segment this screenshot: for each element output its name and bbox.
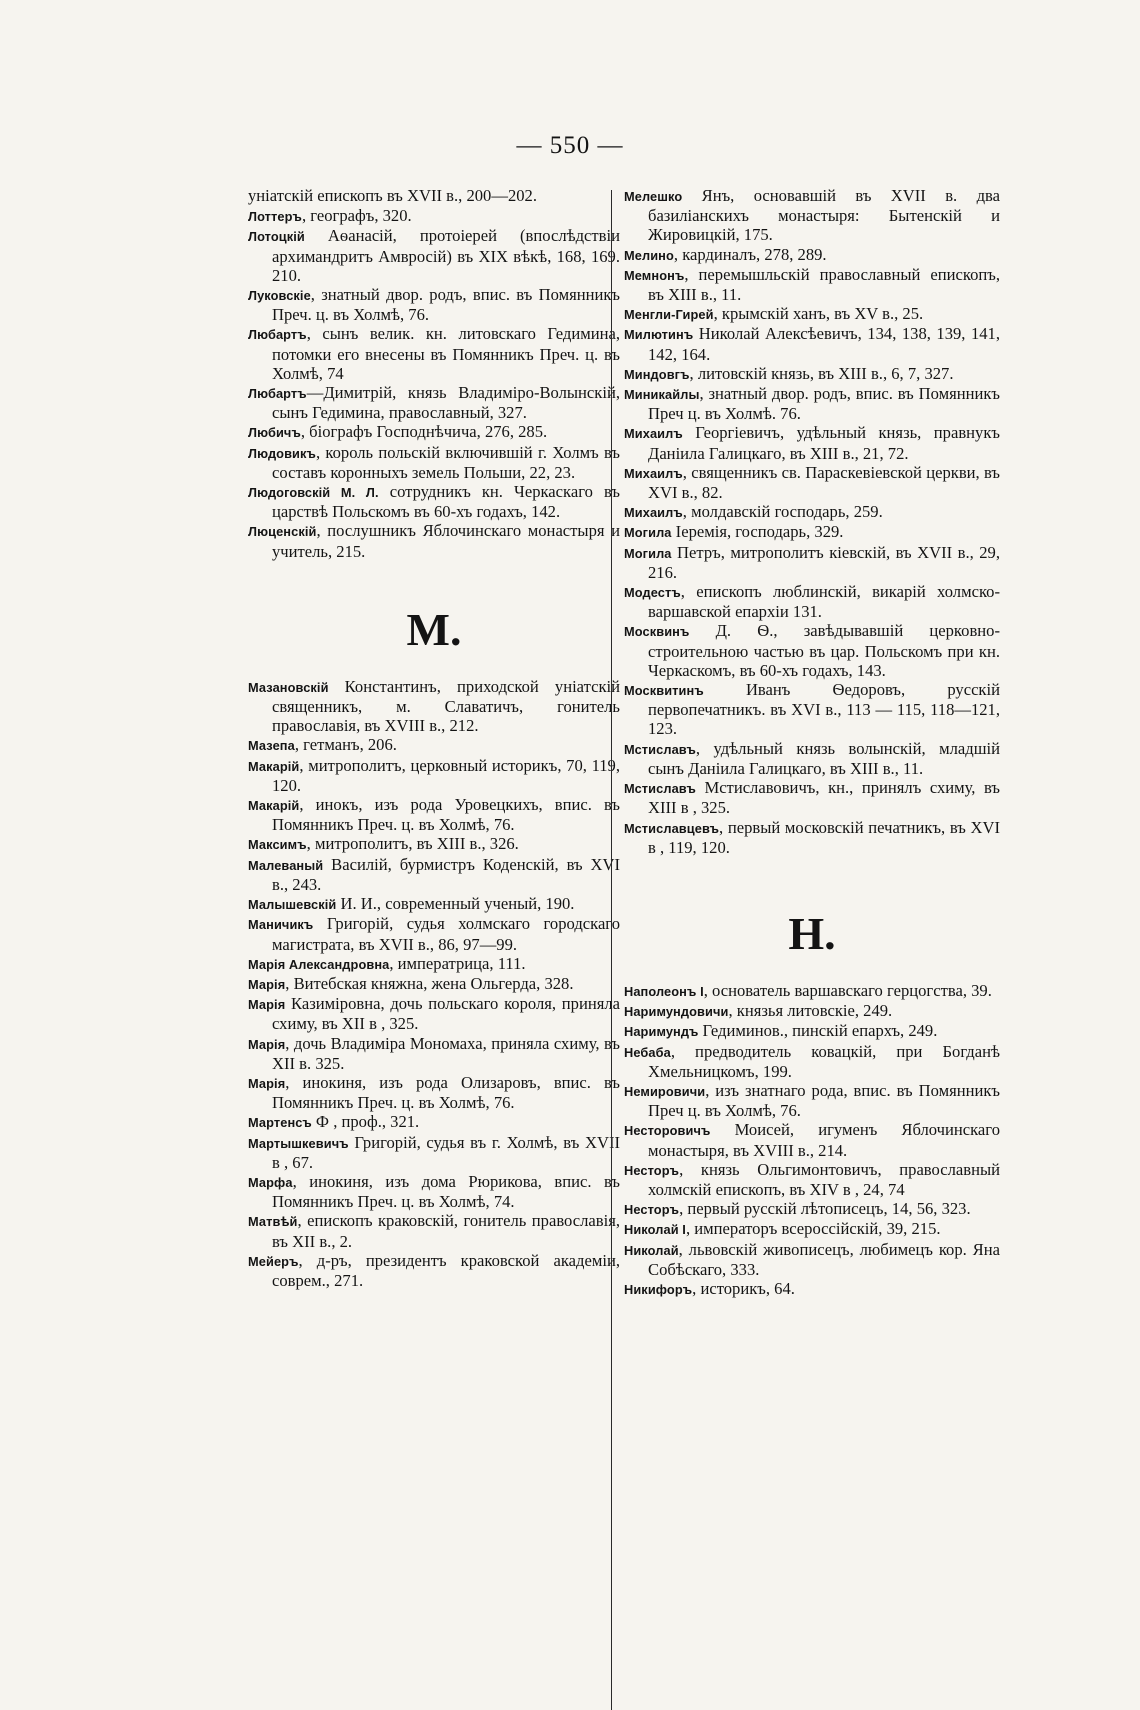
index-entry	[248, 954, 620, 974]
entry-headword: Марія Александровна	[248, 956, 390, 972]
entry-headword: Макарій	[248, 798, 300, 814]
entry-text: Григорій, судья въ г. Холмѣ, въ XVII в , 67.	[272, 1132, 620, 1172]
entry-headword: Лоттеръ	[248, 209, 302, 225]
entry-headword: Людовикъ	[248, 445, 316, 461]
entry-headword: Могила	[624, 545, 672, 561]
entry-headword: Малышевскій	[248, 897, 337, 913]
entry-text: , митрополитъ, въ XIII в., 326.	[306, 834, 519, 854]
entry-text: Гедиминов., пинскій епархъ, 249.	[698, 1021, 938, 1041]
entry-headword: Марія	[248, 997, 286, 1013]
entry-headword: Люценскій	[248, 524, 317, 540]
index-entry	[624, 1021, 1000, 1041]
entry-headword: Лотоцкій	[248, 229, 305, 245]
entry-headword: Несторъ	[624, 1162, 680, 1178]
entry-text: , гетманъ, 206.	[294, 735, 397, 755]
entry-text: Георгіевичъ, удѣльный князь, правнукъ Даніила Галицкаго, въ XIII в., 21, 72.	[648, 423, 1000, 463]
index-entry	[624, 1199, 1000, 1219]
index-entry	[624, 463, 1000, 502]
entry-text: Василій, бурмистръ Коденскій, въ XVI в., 243.	[272, 854, 620, 894]
entry-text: Григорій, судья холмскаго городскаго магистрата, въ XVII в., 86, 97—99.	[272, 914, 620, 954]
entry-text: , историкъ, 64.	[692, 1278, 795, 1298]
entry-headword: Москвитинъ	[624, 683, 704, 699]
index-entry	[624, 1160, 1000, 1199]
entry-text: , императрица, 111.	[389, 953, 526, 973]
index-entry	[624, 621, 1000, 680]
entry-headword: Никифоръ	[624, 1281, 693, 1297]
entry-text: , изъ знатнаго рода, впис. въ Помянникъ Преч ц. въ Холмѣ, 76.	[648, 1080, 1000, 1121]
entry-headword: Михаилъ	[624, 505, 683, 521]
index-entry	[624, 384, 1000, 423]
entry-headword: Малеваный	[248, 857, 324, 873]
entry-headword: Немировичи	[624, 1083, 706, 1099]
index-entry	[624, 245, 1000, 265]
entry-headword: Несторовичъ	[624, 1123, 711, 1139]
index-entry	[248, 226, 620, 285]
index-entry	[624, 778, 1000, 817]
entry-text: —Димитрій, князь Владиміро-Волынскій, сынъ Гедимина, православный, 327.	[272, 383, 620, 423]
column-divider	[611, 190, 612, 1710]
entry-text: , Витебская княжна, жена Ольгерда, 328.	[285, 973, 574, 993]
index-entry	[248, 324, 620, 383]
entry-text: , первый русскій лѣтописецъ, 14, 56, 323.	[679, 1199, 971, 1219]
index-entry	[248, 974, 620, 994]
entry-text: , инокиня, изъ рода Олизаровъ, впис. въ Помянникъ Преч. ц. въ Холмѣ, 76.	[272, 1072, 620, 1113]
entry-text: , литовскій князь, въ XIII в., 6, 7, 327.	[689, 363, 954, 383]
index-entry	[624, 502, 1000, 522]
index-entry	[248, 383, 620, 422]
index-entry	[248, 1172, 620, 1211]
entry-headword: Макарій	[248, 758, 300, 774]
entry-text: , священникъ св. Параскевіевской церкви, въ XVI в., 82.	[648, 462, 1000, 503]
index-entry	[624, 186, 1000, 245]
index-entry	[624, 324, 1000, 363]
index-entry	[248, 677, 620, 736]
entry-text: , первый московскій печатникъ, въ XVI в , 119, 120.	[648, 817, 1000, 857]
index-entry	[624, 1219, 1000, 1239]
entry-text: , митрополитъ, церковный историкъ, 70, 119, 120.	[272, 755, 620, 795]
entry-text: И. И., современный ученый, 190.	[336, 894, 575, 914]
index-entry	[248, 285, 620, 324]
index-entry	[248, 834, 620, 854]
index-entry	[248, 1211, 620, 1250]
entry-headword: Николай I	[624, 1222, 686, 1238]
entry-headword: Менгли-Гирей	[624, 307, 714, 323]
entry-headword: Матвѣй	[248, 1214, 298, 1230]
index-entry	[624, 680, 1000, 739]
entry-headword: Михаилъ	[624, 465, 683, 481]
entry-headword: Мемнонъ	[624, 267, 685, 283]
entry-text: Ф , проф., 321.	[311, 1112, 420, 1132]
entry-text: уніатскій епископъ въ XVII в., 200—202.	[248, 186, 537, 205]
entry-text: , предводитель ковацкій, при Богданѣ Хмельницкомъ, 199.	[648, 1041, 1000, 1081]
entry-text: , знатный двор. родъ, впис. въ Помянникъ Преч ц. въ Холмѣ. 76.	[648, 384, 1000, 424]
entry-text: Д. Ѳ., завѣдывавшій церковно-строительною частью въ цар. Польскомъ при кн. Черкаскомъ, въ 60-хъ годахъ, 143.	[648, 621, 1000, 680]
entry-headword: Миндовгъ	[624, 366, 690, 382]
entry-text: сотрудникъ кн. Черкаскаго въ царствѣ Польскомъ въ 60-хъ годахъ, 142.	[272, 482, 620, 522]
entry-text: , инокъ, изъ рода Уровецкихъ, впис. въ Помянникъ Преч. ц. въ Холмѣ, 76.	[272, 795, 620, 835]
entry-text: Янъ, основавшій въ XVII в. два базиліанскихъ монастыря: Бытенскій и Жировицкій, 175.	[648, 186, 1000, 245]
entry-text: , послушникъ Яблочинскаго монастыря и учитель, 215.	[272, 521, 620, 561]
section-letter-n: Н.	[788, 907, 836, 959]
entry-headword: Мстиславъ	[624, 741, 696, 757]
entry-text: , епископъ люблинскій, викарій холмско-варшавской епархіи 131.	[648, 582, 1000, 622]
entry-headword: Любартъ	[248, 327, 307, 343]
entry-text: , князья литовскіе, 249.	[728, 1001, 893, 1021]
entry-headword: Мстиславъ	[624, 781, 696, 797]
index-entry	[624, 265, 1000, 304]
entry-text: Мстиславовичъ, кн., принялъ схиму, въ XIII в , 325.	[648, 778, 1000, 818]
index-entry	[248, 422, 620, 442]
entry-headword: Москвинъ	[624, 624, 690, 640]
entry-headword: Максимъ	[248, 837, 307, 853]
entry-headword: Наримундъ	[624, 1024, 699, 1040]
entry-text: , географъ, 320.	[301, 206, 412, 226]
index-entry	[624, 981, 1000, 1001]
entry-headword: Наримундовичи	[624, 1004, 729, 1020]
entry-headword: Мейеръ	[248, 1253, 299, 1269]
entry-headword: Марія	[248, 976, 286, 992]
index-entry	[248, 735, 620, 755]
entry-headword: Несторъ	[624, 1202, 680, 1218]
entry-headword: Милютинъ	[624, 327, 694, 343]
entry-text: , основатель варшавскаго герцогства, 39.	[703, 980, 992, 1000]
entry-text: , императоръ всероссійскій, 39, 215.	[685, 1219, 941, 1239]
entry-text: Аѳанасій, протоіерей (впослѣдствіи архимандритъ Амвросій) въ XIX вѣкѣ, 168, 169. 210.	[272, 226, 620, 285]
index-entry	[248, 914, 620, 953]
entry-headword: Марія	[248, 1036, 286, 1052]
index-entry	[248, 994, 620, 1033]
entry-headword: Наполеонъ I	[624, 983, 704, 999]
index-entry	[248, 521, 620, 560]
section-letter-m: М.	[406, 603, 462, 655]
entry-text: Константинъ, приходской уніатскій священникъ, м. Славатичъ, гонитель православія, въ XVIII в., 212.	[272, 676, 620, 736]
entry-text: , біографъ Господнѣчича, 276, 285.	[300, 422, 548, 442]
entry-headword: Мелешко	[624, 189, 683, 204]
entry-headword: Мстиславцевъ	[624, 820, 720, 836]
entry-text: Іеремія, господарь, 329.	[671, 522, 844, 542]
index-entry	[624, 1240, 1000, 1279]
entry-text: , сынъ велик. кн. литовскаго Гедимина, потомки его внесены въ Помянникъ Преч. ц. въ Холмѣ, 74	[272, 324, 620, 383]
entry-text: , кардиналъ, 278, 289.	[673, 244, 827, 264]
index-entry	[248, 894, 620, 914]
index-entry	[248, 186, 620, 206]
left-section-entries	[248, 677, 620, 1290]
entry-headword: Мелино	[624, 247, 674, 263]
entry-text: , д-ръ, президентъ краковской академіи, соврем., 271.	[272, 1250, 620, 1290]
index-entry	[624, 818, 1000, 857]
entry-headword: Любартъ	[248, 386, 307, 402]
index-entry	[624, 1279, 1000, 1299]
entry-text: , молдавскій господарь, 259.	[682, 502, 883, 522]
index-entry	[248, 1133, 620, 1172]
index-entry	[624, 1120, 1000, 1159]
index-entry	[248, 482, 620, 521]
entry-headword: Марія	[248, 1075, 286, 1091]
entry-headword: Любичъ	[248, 425, 301, 441]
left-top-entries	[248, 186, 620, 561]
entry-headword: Могила	[624, 525, 672, 541]
entry-text: Моисей, игуменъ Яблочинскаго монастыря, въ XVIII в., 214.	[648, 1120, 1000, 1160]
entry-text: , епископъ краковскій, гонитель православія, въ XII в., 2.	[272, 1211, 620, 1251]
entry-headword: Николай	[624, 1242, 679, 1258]
index-entry	[624, 364, 1000, 384]
entry-text: , крымскій ханъ, въ XV в., 25.	[713, 304, 924, 324]
entry-text: Казиміровна, дочь польскаго короля, приняла схиму, въ XII в , 325.	[272, 994, 620, 1034]
index-entry	[624, 1001, 1000, 1021]
entry-text: Иванъ Ѳедоровъ, русскій первопечатникъ. въ XVI в., 113 — 115, 118—121, 123.	[648, 680, 1000, 739]
entry-text: , инокиня, изъ дома Рюрикова, впис. въ Помянникъ Преч. ц. въ Холмѣ, 74.	[272, 1171, 620, 1212]
page-number: — 550 —	[516, 132, 624, 159]
entry-headword: Мазановскій	[248, 679, 329, 695]
index-entry	[624, 1042, 1000, 1081]
left-column	[248, 186, 620, 1290]
entry-text: Николай Алексѣевичъ, 134, 138, 139, 141, 142, 164.	[648, 324, 1000, 364]
index-entry	[248, 1251, 620, 1290]
entry-headword: Луковскіе	[248, 288, 311, 304]
index-entry	[248, 1112, 620, 1132]
entry-headword: Мартенсъ	[248, 1115, 312, 1131]
entry-headword: Мазепа	[248, 738, 295, 754]
entry-headword: Миникайлы	[624, 387, 700, 403]
entry-text: , знатный двор. родъ, впис. въ Помянникъ Преч. ц. въ Холмѣ, 76.	[272, 285, 620, 325]
index-entry	[248, 756, 620, 795]
entry-text: , князь Ольгимонтовичъ, православный холмскій епископъ, въ XIV в , 24, 74	[648, 1159, 1000, 1199]
entry-headword: Небаба	[624, 1044, 671, 1060]
entry-headword: Марфа	[248, 1174, 293, 1190]
index-entry	[248, 1073, 620, 1112]
right-top-entries	[624, 186, 1000, 857]
entry-headword: Маничикъ	[248, 917, 314, 933]
index-entry	[624, 1081, 1000, 1120]
index-entry	[248, 206, 620, 226]
entry-text: , король польскій включившій г. Холмъ въ составъ коронныхъ земель Польши, 22, 23.	[272, 442, 620, 482]
index-entry	[624, 522, 1000, 542]
entry-text: Петръ, митрополитъ кіевскій, въ XVII в., 29, 216.	[648, 542, 1000, 582]
index-entry	[248, 443, 620, 482]
entry-headword: Модестъ	[624, 585, 681, 601]
index-entry	[248, 1034, 620, 1073]
right-section-entries	[624, 981, 1000, 1299]
index-entry	[624, 423, 1000, 462]
index-entry	[624, 582, 1000, 621]
entry-text: , удѣльный князь волынскій, младшій сынъ Даніила Галицкаго, въ XIII в., 11.	[648, 738, 1000, 778]
right-column	[624, 186, 1000, 1299]
index-entry	[248, 855, 620, 894]
index-entry	[624, 739, 1000, 778]
entry-headword: Михаилъ	[624, 426, 683, 442]
entry-text: , дочь Владиміра Мономаха, приняла схиму, въ XII в. 325.	[272, 1033, 620, 1073]
index-entry	[248, 795, 620, 834]
index-entry	[624, 304, 1000, 324]
entry-text: , львовскій живописецъ, любимецъ кор. Яна Собѣскаго, 333.	[648, 1239, 1000, 1279]
entry-text: , перемышльскій православный епископъ, въ XIII в., 11.	[648, 264, 1000, 305]
entry-headword: Мартышкевичъ	[248, 1135, 349, 1151]
index-entry	[624, 543, 1000, 582]
entry-headword: Людоговскій М. Л.	[248, 485, 379, 501]
